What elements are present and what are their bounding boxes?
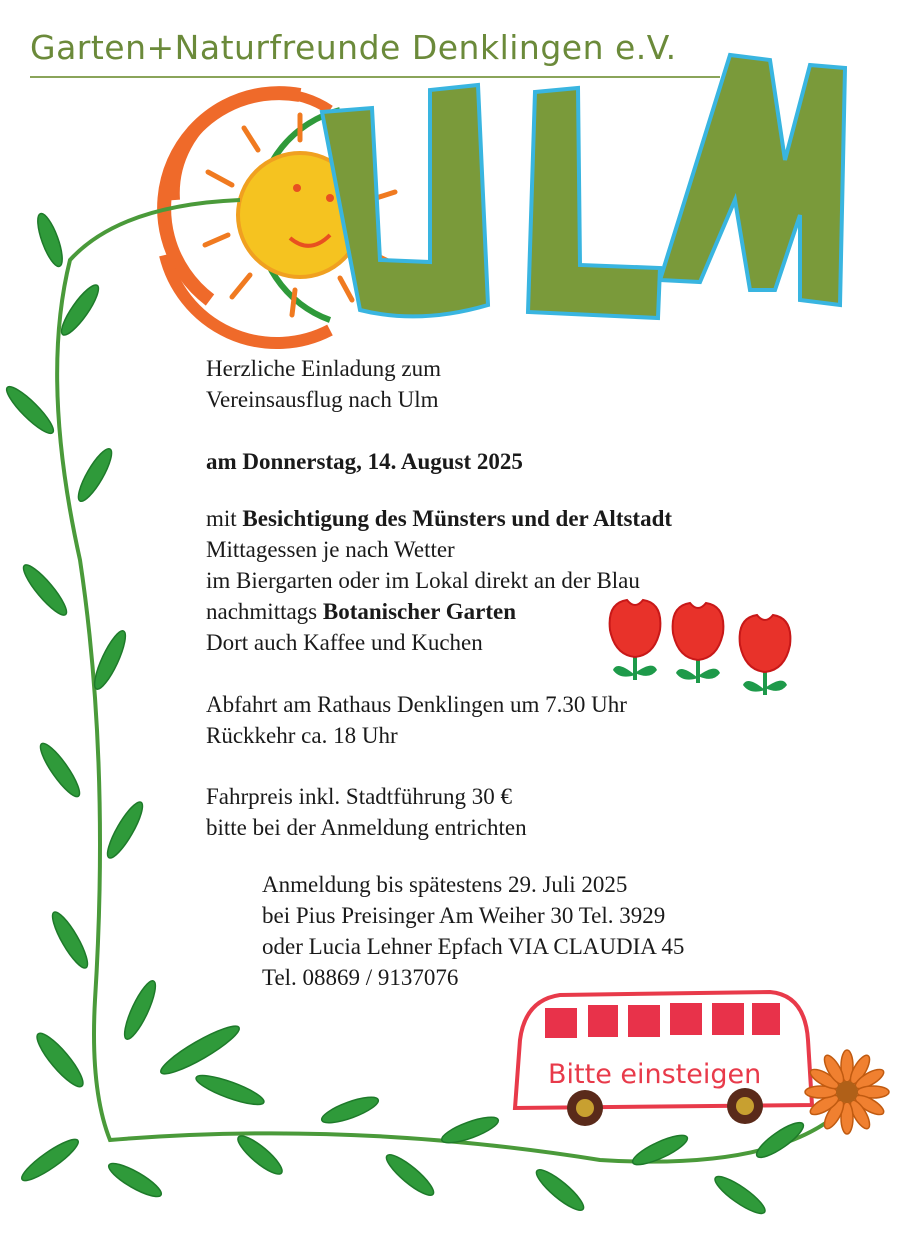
sunflower-icon — [805, 1050, 889, 1134]
program-lunch-1: Mittagessen je nach Wetter — [206, 537, 455, 562]
departure-section — [206, 689, 627, 751]
program-mit: mit — [206, 506, 243, 531]
price-line-2: bitte bei der Anmeldung entrichten — [206, 815, 527, 840]
bus-icon — [515, 992, 812, 1126]
registration-section — [262, 869, 684, 993]
registration-line-1: Anmeldung bis spätestens 29. Juli 2025 — [262, 872, 628, 897]
invitation-heading — [206, 353, 441, 415]
price-line-1: Fahrpreis inkl. Stadtführung 30 € — [206, 784, 512, 809]
club-name: Garten+Naturfreunde Denklingen e.V. — [30, 28, 677, 67]
departure-line-2: Rückkehr ca. 18 Uhr — [206, 723, 398, 748]
program-lunch-2: im Biergarten oder im Lokal direkt an der Blau — [206, 568, 640, 593]
registration-line-2: bei Pius Preisinger Am Weiher 30 Tel. 3929 — [262, 903, 666, 928]
registration-line-4: Tel. 08869 / 9137076 — [262, 965, 459, 990]
program-tour: Besichtigung des Münsters und der Altstadt — [242, 506, 673, 531]
program-garden: Botanischer Garten — [322, 599, 517, 624]
bus-slogan: Bitte einsteigen — [548, 1059, 762, 1090]
program-section — [206, 503, 672, 658]
ulm-letters — [322, 55, 845, 318]
price-section — [206, 781, 527, 843]
program-coffee: Dort auch Kaffee und Kuchen — [206, 630, 483, 655]
registration-line-3: oder Lucia Lehner Epfach VIA CLAUDIA 45 — [262, 934, 685, 959]
program-afternoon: nachmittags — [206, 599, 323, 624]
invitation-line-2: Vereinsausflug nach Ulm — [206, 387, 439, 412]
event-date — [206, 446, 523, 477]
invitation-line-1: Herzliche Einladung zum — [206, 356, 442, 381]
date-text: am Donnerstag, 14. August 2025 — [206, 449, 523, 474]
departure-line-1: Abfahrt am Rathaus Denklingen um 7.30 Uhr — [206, 692, 627, 717]
